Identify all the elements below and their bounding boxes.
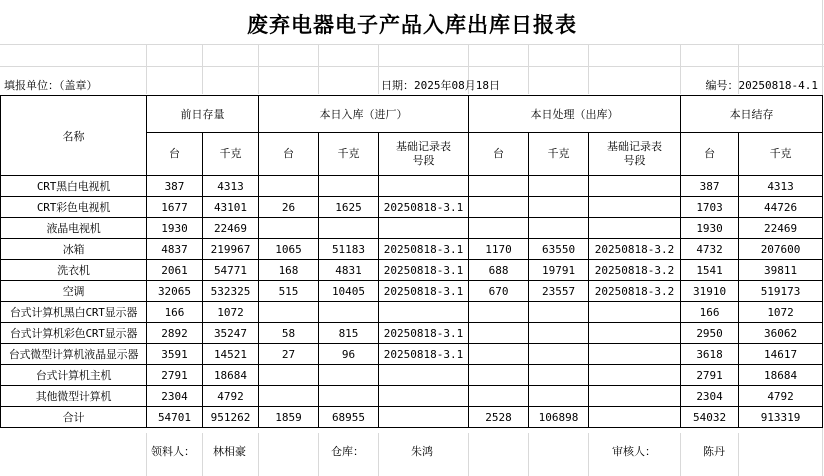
row-name-cell: 合计 [1, 407, 147, 428]
inventory-table [0, 95, 823, 428]
prev-units-cell: 2892 [147, 323, 203, 344]
table-row [1, 176, 823, 197]
table-row [1, 260, 823, 281]
prev-units-cell: 2061 [147, 260, 203, 281]
gridline [146, 44, 147, 94]
end-kg-cell: 4313 [739, 176, 823, 197]
end-units-cell: 3618 [681, 344, 739, 365]
reviewer-label: 审核人： [612, 445, 656, 458]
out-units-cell [469, 323, 529, 344]
prev-units-cell: 1677 [147, 197, 203, 218]
prev-kg-cell: 951262 [203, 407, 259, 428]
out-kg-cell: 63550 [529, 239, 589, 260]
gridline [588, 44, 589, 94]
out-units-cell [469, 218, 529, 239]
end-units-cell: 387 [681, 176, 739, 197]
reviewer-name: 陈丹 [703, 445, 725, 458]
in-record-cell [379, 302, 469, 323]
receiver-label: 领料人： [151, 445, 195, 458]
row-name-cell: 洗衣机 [1, 260, 147, 281]
end-kg-cell: 913319 [739, 407, 823, 428]
end-units-cell: 166 [681, 302, 739, 323]
report-date: 日期：2025年08月18日 [381, 79, 500, 92]
end-units-cell: 4732 [681, 239, 739, 260]
in-kg-cell: 51183 [319, 239, 379, 260]
row-name-cell: 其他微型计算机 [1, 386, 147, 407]
prev-kg-cell: 54771 [203, 260, 259, 281]
header-row-1 [1, 96, 823, 133]
in-record-cell: 20250818-3.1 [379, 260, 469, 281]
prev-kg-cell: 4313 [203, 176, 259, 197]
out-units-cell: 670 [469, 281, 529, 302]
header-kg: 千克 [529, 133, 589, 176]
header-kg: 千克 [203, 133, 259, 176]
gridline [588, 433, 589, 476]
end-units-cell: 31910 [681, 281, 739, 302]
prev-kg-cell: 1072 [203, 302, 259, 323]
reporting-unit-label: 填报单位：（盖章） [4, 79, 98, 92]
out-record-cell: 20250818-3.2 [589, 281, 681, 302]
end-units-cell: 2950 [681, 323, 739, 344]
in-units-cell: 26 [259, 197, 319, 218]
header-record-line1: 基础记录表 [396, 140, 452, 153]
prev-kg-cell: 18684 [203, 365, 259, 386]
end-units-cell: 1930 [681, 218, 739, 239]
out-kg-cell [529, 386, 589, 407]
in-kg-cell [319, 386, 379, 407]
prev-units-cell: 2304 [147, 386, 203, 407]
prev-kg-cell: 4792 [203, 386, 259, 407]
row-name-cell: 台式计算机彩色CRT显示器 [1, 323, 147, 344]
table-row [1, 197, 823, 218]
in-units-cell [259, 218, 319, 239]
prev-kg-cell: 43101 [203, 197, 259, 218]
end-units-cell: 2304 [681, 386, 739, 407]
in-kg-cell: 68955 [319, 407, 379, 428]
serial-number: 编号：20250818-4.1 [705, 79, 818, 92]
gridline [318, 433, 319, 476]
header-units: 台 [681, 133, 739, 176]
warehouse-label: 仓库： [331, 445, 364, 458]
in-kg-cell: 1625 [319, 197, 379, 218]
prev-units-cell: 3591 [147, 344, 203, 365]
gridline [318, 44, 319, 94]
gridline [528, 433, 529, 476]
end-kg-cell: 519173 [739, 281, 823, 302]
header-name: 名称 [1, 96, 147, 176]
out-record-cell [589, 323, 681, 344]
row-name-cell: CRT黑白电视机 [1, 176, 147, 197]
in-units-cell [259, 365, 319, 386]
in-units-cell [259, 302, 319, 323]
end-kg-cell: 14617 [739, 344, 823, 365]
table-row [1, 344, 823, 365]
header-ending-stock: 本日结存 [681, 96, 823, 133]
header-record-line1: 基础记录表 [607, 140, 663, 153]
out-units-cell [469, 344, 529, 365]
gridline [528, 44, 529, 94]
in-units-cell: 515 [259, 281, 319, 302]
row-name-cell: 空调 [1, 281, 147, 302]
out-units-cell: 2528 [469, 407, 529, 428]
end-units-cell: 1541 [681, 260, 739, 281]
prev-kg-cell: 35247 [203, 323, 259, 344]
in-kg-cell: 4831 [319, 260, 379, 281]
gridline [258, 44, 259, 94]
end-kg-cell: 4792 [739, 386, 823, 407]
in-units-cell [259, 176, 319, 197]
end-kg-cell: 207600 [739, 239, 823, 260]
in-record-cell [379, 176, 469, 197]
out-record-cell [589, 344, 681, 365]
prev-units-cell: 2791 [147, 365, 203, 386]
in-record-cell [379, 365, 469, 386]
gridline [0, 66, 824, 67]
out-record-cell: 20250818-3.2 [589, 260, 681, 281]
out-record-cell [589, 176, 681, 197]
in-record-cell: 20250818-3.1 [379, 197, 469, 218]
table-row [1, 218, 823, 239]
table-row [1, 365, 823, 386]
end-kg-cell: 22469 [739, 218, 823, 239]
in-units-cell: 58 [259, 323, 319, 344]
out-kg-cell [529, 344, 589, 365]
table-row [1, 323, 823, 344]
row-name-cell: 冰箱 [1, 239, 147, 260]
out-record-cell: 20250818-3.2 [589, 239, 681, 260]
in-record-cell [379, 407, 469, 428]
end-kg-cell: 1072 [739, 302, 823, 323]
in-record-cell: 20250818-3.1 [379, 281, 469, 302]
prev-units-cell: 1930 [147, 218, 203, 239]
gridline [202, 44, 203, 94]
in-units-cell: 168 [259, 260, 319, 281]
end-units-cell: 1703 [681, 197, 739, 218]
prev-kg-cell: 532325 [203, 281, 259, 302]
table-row [1, 302, 823, 323]
out-units-cell: 1170 [469, 239, 529, 260]
receiver-name: 林相豪 [213, 445, 246, 458]
out-record-cell [589, 407, 681, 428]
header-units: 台 [259, 133, 319, 176]
gridline [680, 44, 681, 94]
row-name-cell: 台式计算机主机 [1, 365, 147, 386]
table-row [1, 386, 823, 407]
prev-units-cell: 166 [147, 302, 203, 323]
end-kg-cell: 39811 [739, 260, 823, 281]
out-kg-cell [529, 365, 589, 386]
out-units-cell [469, 365, 529, 386]
in-kg-cell [319, 302, 379, 323]
in-kg-cell: 96 [319, 344, 379, 365]
gridline [202, 433, 203, 476]
out-record-cell [589, 302, 681, 323]
row-name-cell: 台式计算机黑白CRT显示器 [1, 302, 147, 323]
end-kg-cell: 18684 [739, 365, 823, 386]
prev-kg-cell: 219967 [203, 239, 259, 260]
in-kg-cell: 10405 [319, 281, 379, 302]
header-record-line2: 号段 [412, 154, 435, 167]
prev-units-cell: 387 [147, 176, 203, 197]
out-kg-cell [529, 323, 589, 344]
in-kg-cell [319, 218, 379, 239]
header-previous-stock: 前日存量 [147, 96, 259, 133]
in-kg-cell [319, 176, 379, 197]
header-record-range [379, 133, 469, 176]
row-name-cell: CRT彩色电视机 [1, 197, 147, 218]
report-title: 废弃电器电子产品入库出库日报表 [247, 13, 577, 37]
prev-kg-cell: 22469 [203, 218, 259, 239]
out-record-cell [589, 386, 681, 407]
in-record-cell [379, 386, 469, 407]
out-kg-cell [529, 197, 589, 218]
in-record-cell: 20250818-3.1 [379, 344, 469, 365]
out-record-cell [589, 197, 681, 218]
in-kg-cell [319, 365, 379, 386]
out-kg-cell: 23557 [529, 281, 589, 302]
table-row [1, 281, 823, 302]
in-record-cell: 20250818-3.1 [379, 239, 469, 260]
gridline [146, 433, 147, 476]
in-record-cell [379, 218, 469, 239]
gridline [680, 433, 681, 476]
end-kg-cell: 44726 [739, 197, 823, 218]
end-kg-cell: 36062 [739, 323, 823, 344]
warehouse-name: 朱鸿 [411, 445, 433, 458]
prev-units-cell: 54701 [147, 407, 203, 428]
out-kg-cell: 106898 [529, 407, 589, 428]
out-kg-cell [529, 302, 589, 323]
header-record-line2: 号段 [623, 154, 646, 167]
prev-units-cell: 4837 [147, 239, 203, 260]
header-kg: 千克 [319, 133, 379, 176]
gridline [468, 433, 469, 476]
table-row [1, 239, 823, 260]
header-inbound: 本日入库（进厂） [259, 96, 469, 133]
prev-kg-cell: 14521 [203, 344, 259, 365]
out-units-cell: 688 [469, 260, 529, 281]
table-body [1, 176, 823, 428]
in-units-cell [259, 386, 319, 407]
in-units-cell: 1065 [259, 239, 319, 260]
in-kg-cell: 815 [319, 323, 379, 344]
gridline [258, 433, 259, 476]
prev-units-cell: 32065 [147, 281, 203, 302]
row-name-cell: 液晶电视机 [1, 218, 147, 239]
header-outbound: 本日处理（出库） [469, 96, 681, 133]
out-kg-cell: 19791 [529, 260, 589, 281]
total-row [1, 407, 823, 428]
row-name-cell: 台式微型计算机液晶显示器 [1, 344, 147, 365]
out-units-cell [469, 386, 529, 407]
out-units-cell [469, 302, 529, 323]
out-record-cell [589, 365, 681, 386]
out-record-cell [589, 218, 681, 239]
header-record-range [589, 133, 681, 176]
out-kg-cell [529, 218, 589, 239]
out-units-cell [469, 197, 529, 218]
in-record-cell: 20250818-3.1 [379, 323, 469, 344]
gridline [378, 44, 379, 94]
in-units-cell: 1859 [259, 407, 319, 428]
out-units-cell [469, 176, 529, 197]
header-kg: 千克 [739, 133, 823, 176]
gridline [378, 433, 379, 476]
out-kg-cell [529, 176, 589, 197]
end-units-cell: 54032 [681, 407, 739, 428]
gridline [738, 433, 739, 476]
end-units-cell: 2791 [681, 365, 739, 386]
header-units: 台 [469, 133, 529, 176]
header-units: 台 [147, 133, 203, 176]
in-units-cell: 27 [259, 344, 319, 365]
